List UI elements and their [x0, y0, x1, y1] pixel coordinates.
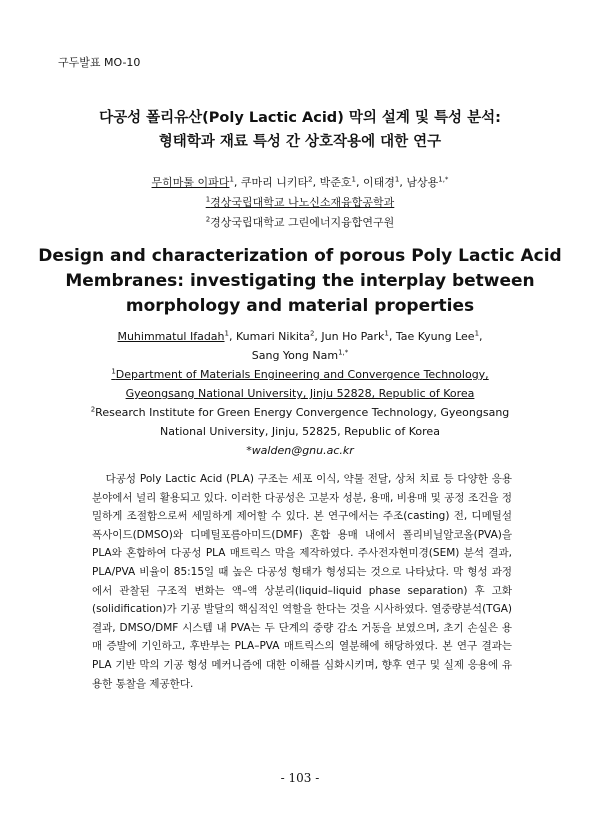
- affiliation-sup: 2: [205, 215, 211, 224]
- affiliation-text: Department of Materials Engineering and Convergence Technology,: [115, 368, 489, 381]
- affiliation-text: Research Institute for Green Energy Convergence Technology, Gyeongsang: [95, 406, 510, 419]
- author-sup: 1,*: [338, 348, 349, 357]
- english-title-line: Design and characterization of porous Poly Lactic Acid: [38, 246, 562, 266]
- author-sup: 2: [309, 329, 315, 338]
- english-affiliation: [0, 365, 600, 384]
- author-sup: 2: [308, 175, 313, 184]
- author-name: 무히마툴 이파다: [151, 176, 230, 189]
- session-tag: 구두발표 MO-10: [58, 56, 141, 69]
- contact-email: *walden@gnu.ac.kr: [246, 444, 354, 457]
- author-name: 이태경: [363, 176, 395, 189]
- english-affiliation: [0, 403, 600, 422]
- author-sup: 1: [351, 175, 356, 184]
- korean-affiliation: [0, 213, 600, 233]
- affiliation-sup: 2: [90, 405, 96, 414]
- affiliation-text: 경상국립대학교 나노신소재융합공학과: [210, 196, 395, 209]
- author-name: Jun Ho Park: [321, 330, 385, 343]
- author-name: Kumari Nikita: [236, 330, 310, 343]
- english-title: [0, 244, 600, 319]
- author-sup: 1: [384, 329, 389, 338]
- korean-affiliation: [0, 193, 600, 213]
- english-author-list: [0, 346, 600, 365]
- author-sup: 1: [474, 329, 480, 338]
- author-sup: 1: [394, 175, 400, 184]
- korean-title: [0, 106, 600, 154]
- english-title-line: Membranes: investigating the interplay between: [65, 271, 535, 291]
- korean-title-line: 형태학과 재료 특성 간 상호작용에 대한 연구: [158, 134, 442, 150]
- author-name: 남상용: [406, 176, 439, 189]
- author-name: Muhimmatul Ifadah: [117, 330, 225, 343]
- english-affiliation: National University, Jinju, 52825, Republic of Korea: [160, 425, 440, 438]
- page-number: - 103 -: [280, 771, 320, 785]
- abstract: [92, 470, 512, 693]
- author-name: 쿠마리 니키타: [240, 176, 309, 189]
- author-name: 박준호: [319, 176, 352, 189]
- korean-author-block: [0, 173, 600, 233]
- english-title-line: morphology and material properties: [125, 296, 475, 316]
- author-sup: 1: [229, 175, 234, 184]
- affiliation-sup: 1: [205, 195, 211, 204]
- author-name: Sang Yong Nam: [251, 349, 339, 362]
- korean-author-list: 무히마툴 이파다$^1$, 쿠마리 니키타$^2$, 박준호$^1$, 이태경$^1$, 남상용$^{1,*}$: [151, 175, 449, 189]
- english-author-list: Muhimmatul Ifadah$^1$, Kumari Nikita$^2$, Jun Ho Park$^1$, Tae Kyung Lee$^1$,: [117, 329, 483, 343]
- affiliation-sup: 1: [111, 367, 116, 376]
- author-name: Tae Kyung Lee: [395, 330, 475, 343]
- korean-title-line: 다공성 폴리유산(Poly Lactic Acid) 막의 설계 및 특성 분석:: [99, 110, 501, 126]
- author-sup: 1: [224, 329, 229, 338]
- affiliation-text: 경상국립대학교 그린에너지융합연구원: [210, 216, 395, 229]
- english-affiliation: Gyeongsang National University, Jinju 52828, Republic of Korea: [125, 387, 475, 400]
- english-author-block: [0, 327, 600, 460]
- abstract-paragraph: 다공성 Poly Lactic Acid (PLA) 구조는 세포 이식, 약물 전달, 상처 치료 등 다양한 응용 분야에서 널리 활용되고 있다. 이러한 다공성은 고분자 성분, 용매, 비용매 및 공정 조건을 정밀하게 조절함으로써 세밀하게 제어할 수 있다. 본 연구에서는 주조(casting) 전, 디메틸설폭사이드(DMSO)와 디메틸포름아미드(DMF) 혼합 용매 내에서 폴리비닐알코올(PVA)을 PLA와 혼합하여 다공성 PLA 매트릭스 막을 제작하였다. 주사전자현미경(SEM) 분석 결과, PLA/PVA 비율이 85:15일 때 높은 다공성 형태가 형성되는 것으로 나타났다. 막 형성 과정에서 관찰된 구조적 변화는 액–액 상분리(liquid–liquid phase separation) 후 고화(solidification)가 기공 발달의 핵심적인 역할을 한다는 것을 시사하였다. 열중량분석(TGA) 결과, DMSO/DMF 시스템 내 PVA는 두 단계의 중량 감소 거동을 보였으며, 초기 손실은 용매 증발에 기인하고, 후반부는 PLA–PVA 매트릭스의 열분해에 해당하였다. 본 연구 결과는 PLA 기반 막의 기공 형성 메커니즘에 대한 이해를 심화시키며, 향후 연구 및 실제 응용에 유용한 통찰을 제공한다.: [92, 473, 512, 690]
- author-sup: 1,*: [438, 175, 449, 184]
